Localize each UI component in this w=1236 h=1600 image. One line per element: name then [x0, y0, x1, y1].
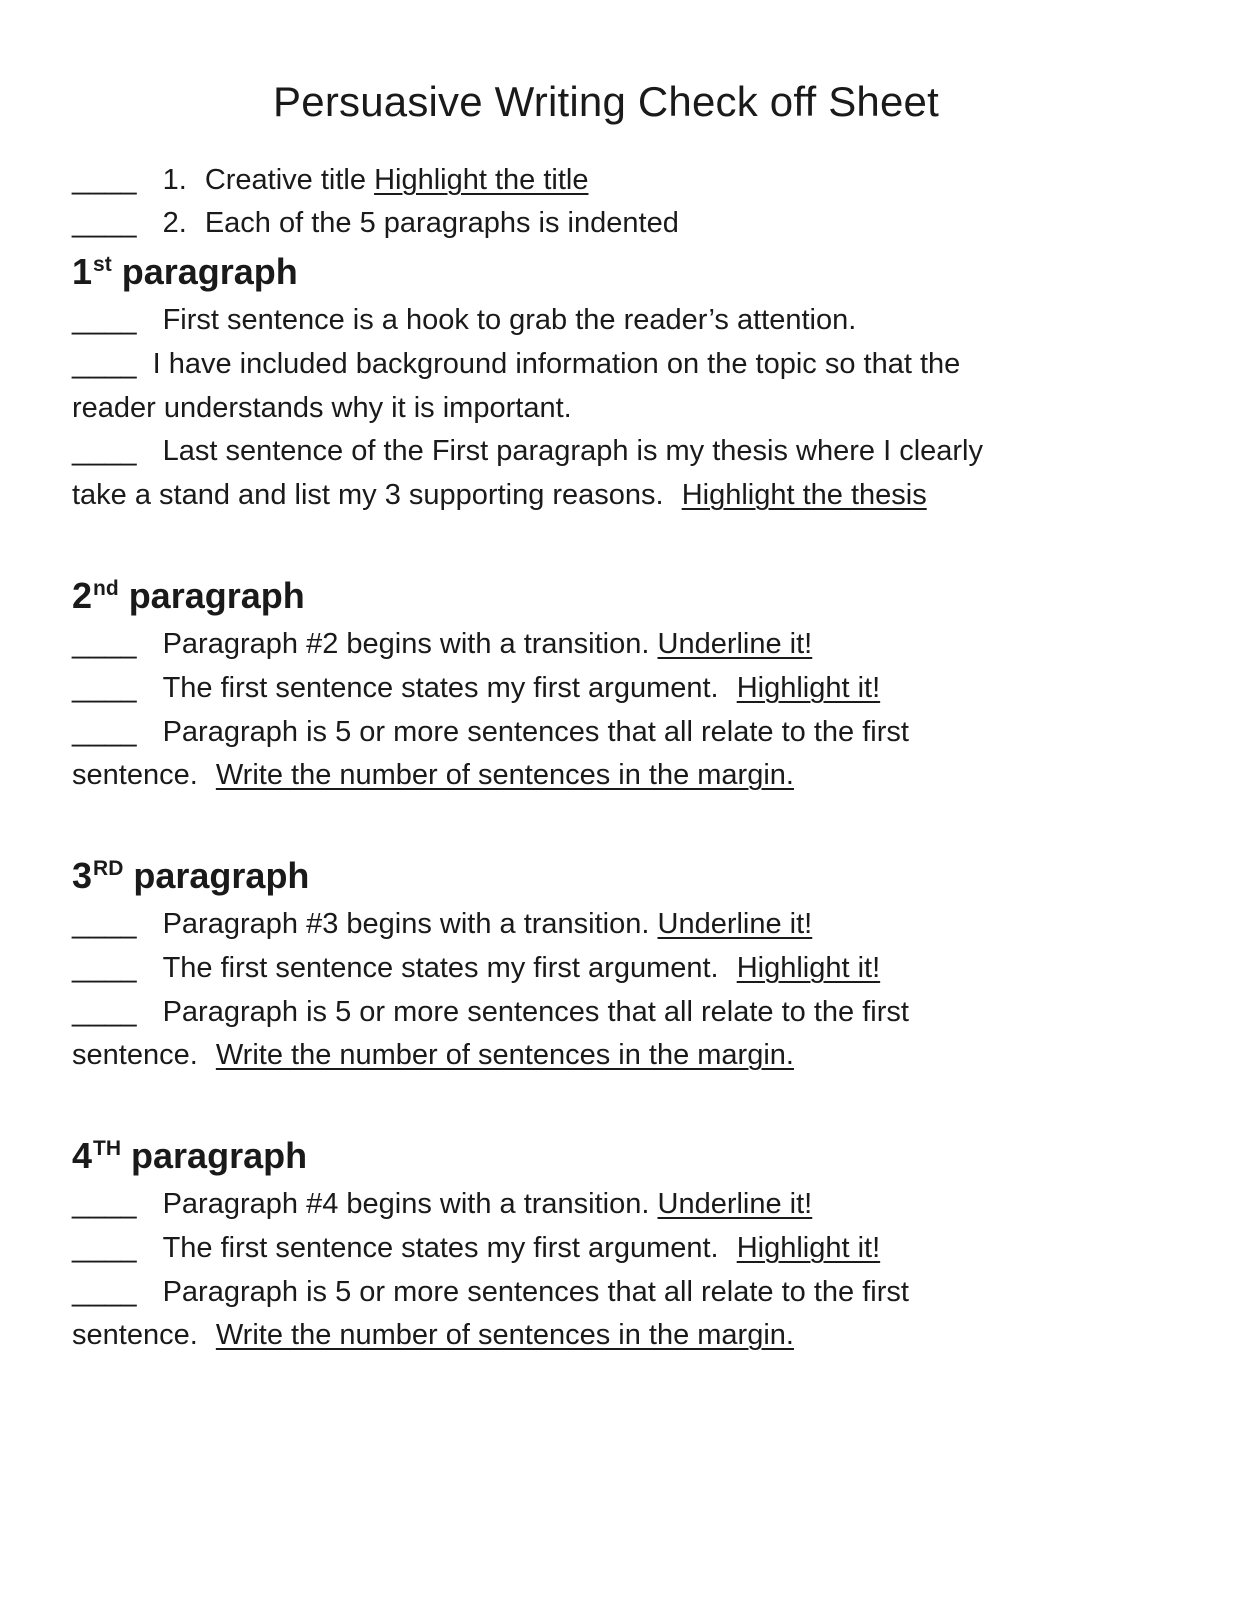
item-number: 1.: [162, 164, 187, 196]
item-text-continued: [72, 1317, 794, 1353]
item-text: sentence.: [72, 1039, 198, 1071]
item-instruction: Highlight it!: [736, 952, 881, 984]
checklist-item: [72, 1274, 909, 1310]
item-instruction: Write the number of sentences in the margin.: [215, 759, 794, 791]
check-blank: ____: [72, 164, 137, 196]
check-blank: ____: [72, 628, 137, 660]
check-blank: ____: [72, 1188, 137, 1220]
heading-number: 1: [72, 251, 93, 292]
section-heading-4: [72, 1134, 307, 1178]
item-text: The first sentence states my first argument.: [162, 1232, 719, 1264]
item-text-continued: [72, 757, 794, 793]
item-text: Last sentence of the First paragraph is my thesis where I clearly: [162, 435, 984, 467]
item-instruction: Highlight the thesis: [681, 479, 927, 511]
item-text: The first sentence states my first argument.: [162, 952, 719, 984]
item-instruction: Write the number of sentences in the margin.: [215, 1039, 794, 1071]
heading-word: paragraph: [128, 575, 305, 616]
checklist-item: [72, 1230, 880, 1266]
section-heading-3: [72, 854, 309, 898]
checklist-item: [72, 302, 856, 338]
item-text-continued: [72, 1037, 794, 1073]
check-blank: ____: [72, 1232, 137, 1264]
item-text: sentence.: [72, 759, 198, 791]
item-text: sentence.: [72, 1319, 198, 1351]
checklist-item: [72, 670, 880, 706]
heading-ordinal-suffix: st: [93, 253, 112, 276]
item-text: Paragraph is 5 or more sentences that all relate to the first: [162, 996, 909, 1028]
heading-number: 4: [72, 1135, 93, 1176]
heading-word: paragraph: [121, 251, 298, 292]
check-blank: ____: [72, 952, 137, 984]
checklist-item: [72, 1186, 812, 1222]
item-instruction: Highlight it!: [736, 672, 881, 704]
item-number: 2.: [162, 207, 187, 239]
heading-word: paragraph: [131, 1135, 308, 1176]
page-title: Persuasive Writing Check off Sheet: [273, 78, 939, 125]
checklist-item: [72, 714, 909, 750]
check-blank: ____: [72, 207, 137, 239]
check-blank: ____: [72, 304, 137, 336]
item-text: Paragraph is 5 or more sentences that all relate to the first: [162, 716, 909, 748]
item-text-continued: [72, 477, 927, 513]
item-text: The first sentence states my first argument.: [162, 672, 719, 704]
item-text: Paragraph #3 begins with a transition.: [162, 908, 650, 940]
section-heading-1: [72, 250, 298, 294]
check-blank: ____: [72, 672, 137, 704]
checklist-item: [72, 906, 812, 942]
check-blank: ____: [72, 716, 137, 748]
item-instruction: Write the number of sentences in the margin.: [215, 1319, 794, 1351]
item-instruction: Underline it!: [657, 1188, 813, 1220]
checklist-item: [72, 433, 983, 469]
heading-word: paragraph: [133, 855, 310, 896]
checklist-item: [72, 626, 812, 662]
check-blank: ____: [72, 908, 137, 940]
heading-number: 2: [72, 575, 93, 616]
heading-ordinal-suffix: RD: [93, 857, 124, 880]
heading-ordinal-suffix: TH: [93, 1137, 122, 1160]
item-text: Paragraph #2 begins with a transition.: [162, 628, 650, 660]
checklist-item-creative-title: [72, 162, 588, 198]
item-instruction: Underline it!: [657, 628, 813, 660]
item-text-continued: reader understands why it is important.: [72, 392, 572, 424]
section-heading-2: [72, 574, 305, 618]
checklist-item: [72, 346, 960, 382]
check-blank: ____: [72, 348, 137, 380]
item-text: take a stand and list my 3 supporting reasons.: [72, 479, 664, 511]
item-instruction: Underline it!: [657, 908, 813, 940]
heading-number: 3: [72, 855, 93, 896]
item-text: Creative title: [204, 164, 366, 196]
item-instruction: Highlight it!: [736, 1232, 881, 1264]
item-text: Paragraph #4 begins with a transition.: [162, 1188, 650, 1220]
item-text: Each of the 5 paragraphs is indented: [204, 207, 679, 239]
heading-ordinal-suffix: nd: [93, 577, 119, 600]
item-text: I have included background information on the topic so that the: [152, 348, 961, 380]
item-text: First sentence is a hook to grab the reader’s attention.: [162, 304, 857, 336]
item-instruction: Highlight the title: [374, 164, 589, 196]
check-blank: ____: [72, 435, 137, 467]
item-text: Paragraph is 5 or more sentences that all relate to the first: [162, 1276, 909, 1308]
checklist-item-indented: [72, 205, 679, 241]
checklist-item: [72, 994, 909, 1030]
check-blank: ____: [72, 1276, 137, 1308]
check-blank: ____: [72, 996, 137, 1028]
checklist-item: [72, 950, 880, 986]
